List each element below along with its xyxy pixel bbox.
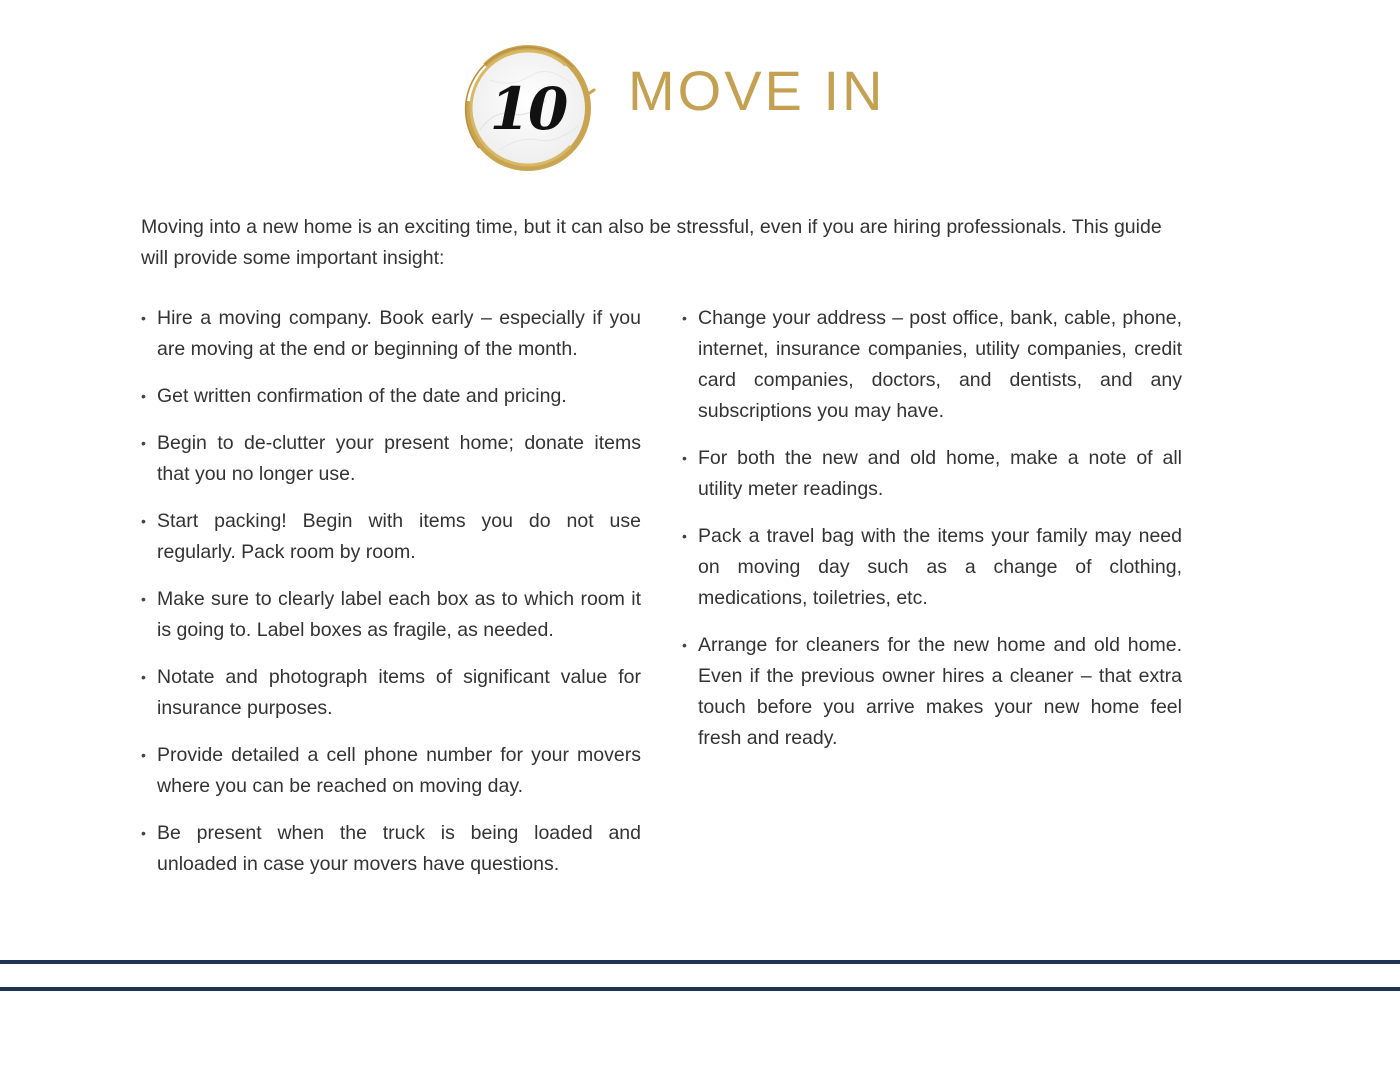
- list-item: [141, 662, 641, 724]
- step-number-badge: [460, 40, 596, 176]
- checklist-left-column: [141, 303, 641, 896]
- list-item-text: Begin to de-clutter your present home; donate items that you no longer use.: [157, 432, 641, 485]
- bullet-icon: •: [141, 513, 146, 529]
- intro-paragraph: Moving into a new home is an exciting time, but it can also be stressful, even if you are hiring professionals. This guide will provide some important insight:: [141, 216, 1162, 269]
- footer-divider-top: [0, 960, 1400, 964]
- bullet-icon: •: [141, 669, 146, 685]
- list-item-text: Get written confirmation of the date and pricing.: [157, 385, 567, 407]
- list-item: [141, 740, 641, 802]
- list-item-text: Make sure to clearly label each box as to which room it is going to. Label boxes as fragile, as needed.: [157, 588, 641, 641]
- section-header: [460, 38, 885, 178]
- list-item: [141, 303, 641, 365]
- bullet-icon: •: [141, 310, 146, 326]
- step-number: 10: [489, 75, 567, 143]
- list-item-text: Be present when the truck is being loaded and unloaded in case your movers have questions.: [157, 822, 641, 875]
- bullet-icon: •: [141, 591, 146, 607]
- bullet-icon: •: [682, 528, 687, 544]
- list-item-text: Hire a moving company. Book early – especially if you are moving at the end or beginning of the month.: [157, 307, 641, 360]
- list-item: [141, 428, 641, 490]
- bullet-icon: •: [141, 825, 146, 841]
- list-item-text: Change your address – post office, bank, cable, phone, internet, insurance companies, utility companies, credit card companies, doctors, and dentists, and any subscriptions you may have.: [698, 307, 1182, 422]
- list-item: [141, 818, 641, 880]
- list-item: [141, 506, 641, 568]
- list-item-text: Start packing! Begin with items you do not use regularly. Pack room by room.: [157, 510, 641, 563]
- list-item: [141, 584, 641, 646]
- checklist-right-column: [682, 303, 1182, 770]
- list-item-text: Arrange for cleaners for the new home and old home. Even if the previous owner hires a cleaner – that extra touch before you arrive makes your new home feel fresh and ready.: [698, 634, 1182, 749]
- bullet-icon: •: [141, 388, 146, 404]
- list-item-text: Pack a travel bag with the items your family may need on moving day such as a change of clothing, medications, toiletries, etc.: [698, 525, 1182, 609]
- bullet-icon: •: [682, 450, 687, 466]
- list-item-text: For both the new and old home, make a note of all utility meter readings.: [698, 447, 1182, 500]
- list-item: [682, 443, 1182, 505]
- list-item: [682, 521, 1182, 614]
- list-item: [141, 381, 641, 412]
- list-item-text: Provide detailed a cell phone number for your movers where you can be reached on moving day.: [157, 744, 641, 797]
- bullet-icon: •: [682, 637, 687, 653]
- list-item: [682, 630, 1182, 754]
- bullet-icon: •: [141, 747, 146, 763]
- section-title: MOVE IN: [628, 59, 886, 123]
- list-item: [682, 303, 1182, 427]
- list-item-text: Notate and photograph items of significant value for insurance purposes.: [157, 666, 641, 719]
- footer-divider-bottom: [0, 987, 1400, 991]
- bullet-icon: •: [141, 435, 146, 451]
- bullet-icon: •: [682, 310, 687, 326]
